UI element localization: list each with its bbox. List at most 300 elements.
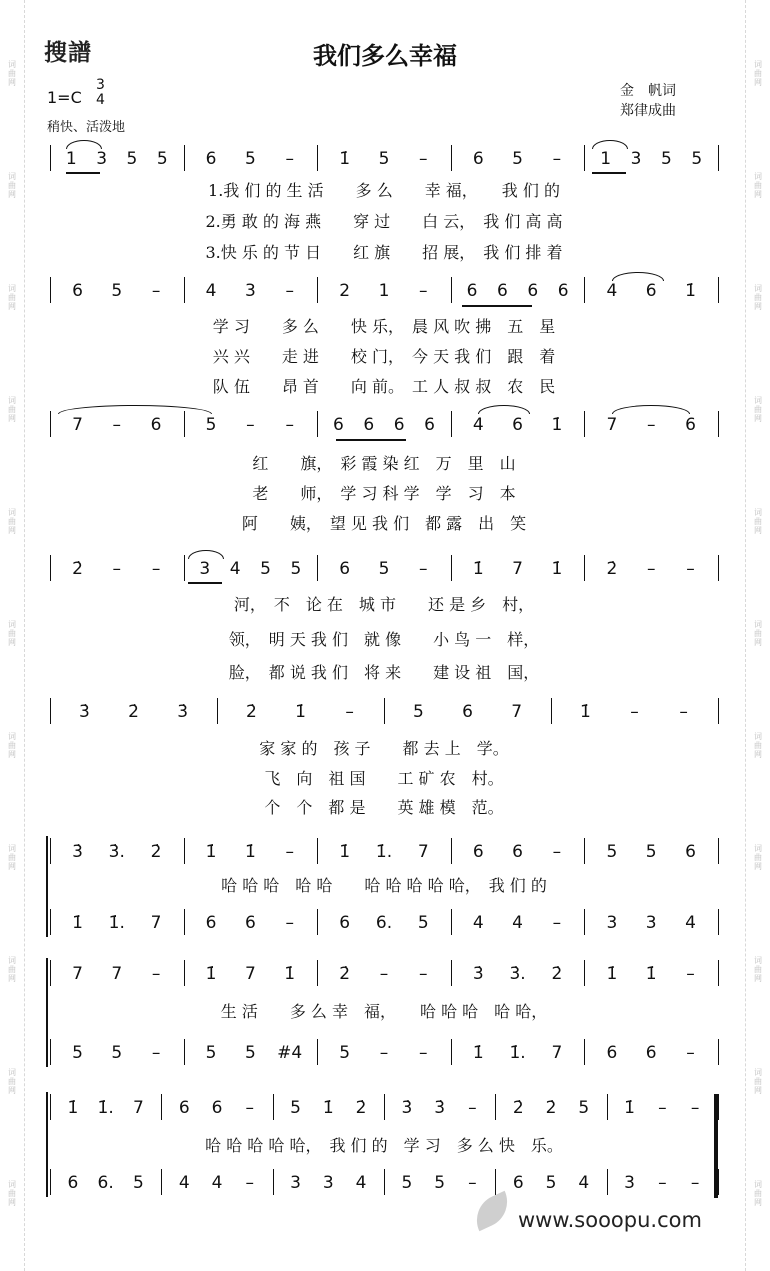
lyric-line: 学 习 多 么 快 乐， 晨 风 吹 拂 五 星 (212, 317, 556, 336)
beam-underline (462, 305, 532, 307)
barline (384, 1169, 385, 1195)
note: 3̇ (72, 842, 83, 862)
note: 1̇ (284, 964, 296, 984)
end-barline (718, 411, 719, 437)
note: 1̇. (108, 913, 125, 933)
end-barline (718, 1039, 719, 1065)
barline (317, 1039, 318, 1065)
barline (184, 1039, 185, 1065)
note: 4 (178, 1173, 190, 1193)
barline (451, 277, 452, 303)
note: 1̇ (295, 702, 306, 722)
time-sig-top: 3 (96, 77, 105, 93)
end-barline (718, 909, 719, 935)
note: – (552, 913, 562, 933)
lyric-line: 个 个 都 是 英 雄 模 范。 (264, 798, 504, 817)
note: – (112, 415, 122, 435)
note: 2̇ (355, 1098, 367, 1118)
end-barline (718, 960, 719, 986)
start-barline (50, 698, 51, 724)
barline (451, 909, 452, 935)
lyric-line: 1.我 们 的 生 活 多 么 幸 福， 我 们 的 (208, 181, 560, 200)
note: – (468, 1173, 477, 1193)
start-barline (50, 960, 51, 986)
note: 5 (290, 559, 302, 579)
barline (451, 555, 452, 581)
note: 3̇ (434, 1098, 446, 1118)
lyric-line: 生 活 多 么 幸 福， 哈 哈 哈 哈 哈， (220, 1002, 548, 1021)
note: – (285, 415, 294, 435)
note: 3̇. (108, 842, 125, 862)
system-bracket (46, 958, 48, 1067)
barline (273, 1094, 274, 1120)
note: 6 (472, 842, 484, 862)
watermark-text: 词 曲 网 (754, 956, 762, 983)
note: 4 (229, 559, 241, 579)
lyricist-credit: 金 帆词 (620, 83, 676, 99)
note: 6 (67, 1173, 79, 1193)
note: – (151, 964, 161, 984)
lyric-line: 领， 明 天 我 们 就 像 小 鸟 一 样， (228, 630, 540, 649)
watermark-text: 词 曲 网 (754, 172, 762, 199)
note: 7 (417, 842, 429, 862)
note: – (245, 1173, 254, 1193)
lyric-line: 兴 兴 走 进 校 门， 今 天 我 们 跟 着 (212, 347, 556, 366)
barline (184, 411, 185, 437)
note: 1 (600, 149, 612, 169)
note: 6. (375, 913, 393, 933)
note: 1̇ (205, 842, 217, 862)
note: 5 (378, 149, 390, 169)
note: 2̇ (150, 842, 162, 862)
note: 1̇ (339, 842, 351, 862)
barline (317, 145, 318, 171)
note: 6 (685, 842, 696, 862)
note: 6 (472, 149, 484, 169)
time-signature (96, 78, 105, 108)
note: 2̇ (72, 559, 83, 579)
note: 6 (150, 415, 162, 435)
start-barline (50, 1169, 51, 1195)
note: 7 (606, 415, 618, 435)
start-barline (50, 909, 51, 935)
end-barline (718, 277, 719, 303)
end-barline (718, 698, 719, 724)
note: 6 (333, 415, 344, 435)
note: 3 (290, 1173, 301, 1193)
note: 6. (97, 1173, 114, 1193)
barline (184, 960, 185, 986)
watermark-text: 词 曲 网 (8, 1068, 16, 1095)
watermark-text: 词 曲 网 (754, 60, 762, 87)
barline (384, 698, 385, 724)
site-url[interactable]: www.sooopu.com (518, 1208, 702, 1232)
barline (317, 555, 318, 581)
barline (551, 698, 552, 724)
note: 1̇. (509, 1043, 526, 1063)
watermark-text: 词 曲 网 (754, 1068, 762, 1095)
note: 5 (545, 1173, 557, 1193)
system-bracket (46, 1092, 48, 1197)
note: 1̇ (67, 1098, 79, 1118)
barline (184, 909, 185, 935)
barline (584, 838, 585, 864)
tie-mark (66, 140, 102, 149)
note: 2̇ (128, 702, 139, 722)
note: 5 (205, 415, 217, 435)
note: – (690, 1098, 700, 1118)
watermark-text: 词 曲 网 (8, 1180, 16, 1207)
note: 4 (472, 913, 484, 933)
note: 1̇ (244, 842, 256, 862)
key-signature: 1=C (47, 88, 82, 107)
barline (451, 1039, 452, 1065)
note: 3 (322, 1173, 334, 1193)
lyric-line: 2.勇 敢 的 海 燕 穿 过 白 云， 我 们 高 高 (205, 212, 563, 231)
note: 7 (511, 702, 523, 722)
note: 4 (211, 1173, 223, 1193)
start-barline (50, 838, 51, 864)
note: – (112, 559, 122, 579)
watermark-text: 词 曲 网 (8, 732, 16, 759)
note: 2̇ (551, 964, 563, 984)
note: 5 (72, 1043, 83, 1063)
barline (584, 1039, 585, 1065)
note: 6 (462, 702, 473, 722)
note: – (379, 964, 389, 984)
note: 6 (72, 281, 83, 301)
tie-mark (612, 405, 690, 414)
note: 5 (126, 149, 138, 169)
note: – (419, 1043, 428, 1063)
note: 6 (363, 415, 375, 435)
note: 3 (645, 913, 657, 933)
note: 5 (260, 559, 271, 579)
note: 5 (434, 1173, 446, 1193)
note: 1̇. (375, 842, 393, 862)
note: – (419, 149, 428, 169)
watermark-text: 词 曲 网 (754, 284, 762, 311)
lyric-line: 红 旗， 彩 霞 染 红 万 里 山 (252, 454, 516, 473)
note: – (245, 1098, 254, 1118)
watermark-text: 词 曲 网 (754, 732, 762, 759)
lyric-line: 家 家 的 孩 子 都 去 上 学。 (259, 739, 509, 758)
watermark-text: 词 曲 网 (754, 508, 762, 535)
note: 6 (527, 281, 539, 301)
beam-underline (592, 172, 626, 174)
barline (451, 411, 452, 437)
note: 6 (393, 415, 405, 435)
start-barline (50, 277, 51, 303)
watermark-text: 词 曲 网 (754, 1180, 762, 1207)
note: – (419, 559, 428, 579)
barline (317, 411, 318, 437)
note: 5 (156, 149, 168, 169)
note: 7 (72, 415, 83, 435)
note: 1̇ (579, 702, 591, 722)
note: 3 (624, 1173, 635, 1193)
note: 4 (606, 281, 618, 301)
system-bracket (46, 836, 48, 937)
note: 1̇ (606, 964, 618, 984)
note: 6 (512, 415, 524, 435)
note: 1̇ (205, 964, 217, 984)
note: 3̇. (509, 964, 526, 984)
lyric-line: 队 伍 昂 首 向 前。 工 人 叔 叔 农 民 (212, 377, 556, 396)
barline (607, 1169, 608, 1195)
beam-underline (336, 439, 406, 441)
note: 3 (96, 149, 108, 169)
note: 1̇ (645, 964, 657, 984)
start-barline (50, 555, 51, 581)
barline (384, 1094, 385, 1120)
note: 3 (199, 559, 211, 579)
note: – (658, 1173, 667, 1193)
note: 3 (244, 281, 256, 301)
note: 1̇ (339, 149, 351, 169)
barline (317, 960, 318, 986)
note: – (658, 1098, 667, 1118)
barline (451, 960, 452, 986)
note: 5 (339, 1043, 351, 1063)
end-barline (718, 555, 719, 581)
note: 2̇ (339, 964, 351, 984)
watermark-text: 词 曲 网 (8, 844, 16, 871)
note: 6 (496, 281, 508, 301)
barline (584, 555, 585, 581)
watermark-text: 词 曲 网 (8, 956, 16, 983)
note: 1 (65, 149, 77, 169)
barline (495, 1169, 496, 1195)
note: 7 (132, 1098, 144, 1118)
barline (161, 1094, 162, 1120)
note: 5 (578, 1098, 590, 1118)
composer-credit: 郑律成曲 (620, 103, 676, 119)
time-sig-bottom: 4 (96, 92, 105, 108)
note: 4 (512, 913, 524, 933)
note: 6 (645, 281, 657, 301)
tie-mark (592, 140, 628, 149)
note: 2̇ (512, 1098, 524, 1118)
barline (161, 1169, 162, 1195)
note: – (285, 281, 294, 301)
start-barline (50, 411, 51, 437)
barline (317, 909, 318, 935)
note: 6 (178, 1098, 190, 1118)
right-watermark-strip (745, 0, 770, 1271)
barline (317, 838, 318, 864)
note: 1̇ (472, 1043, 484, 1063)
note: 7 (512, 559, 524, 579)
tempo-marking: 稍快、活泼地 (47, 120, 126, 135)
barline (184, 555, 185, 581)
note: 4 (205, 281, 217, 301)
note: – (379, 1043, 389, 1063)
tie-mark (612, 272, 664, 281)
end-barline (718, 1169, 719, 1195)
barline (184, 277, 185, 303)
note: 2̇ (545, 1098, 557, 1118)
note: 3 (606, 913, 618, 933)
song-title: 我们多么幸福 (313, 41, 457, 70)
note: – (690, 1173, 700, 1193)
note: 6 (512, 842, 524, 862)
note: 3̇ (401, 1098, 413, 1118)
note: – (419, 964, 428, 984)
leaf-logo-icon (468, 1191, 515, 1231)
watermark-text: 词 曲 网 (8, 396, 16, 423)
note: 1 (378, 281, 390, 301)
note: 6 (205, 913, 217, 933)
note: 5 (111, 1043, 123, 1063)
tie-mark (478, 405, 530, 414)
note: 2̇ (606, 559, 618, 579)
logo-text: 搜譜 (44, 40, 92, 66)
note: – (646, 415, 656, 435)
barline (451, 838, 452, 864)
note: 6 (606, 1043, 618, 1063)
note: 3̇ (78, 702, 90, 722)
note: 5 (417, 913, 429, 933)
note: 4 (472, 415, 484, 435)
barline (495, 1094, 496, 1120)
note: – (468, 1098, 477, 1118)
note: 5 (205, 1043, 217, 1063)
note: – (285, 149, 294, 169)
note: 3 (630, 149, 642, 169)
lyric-line: 3.快 乐 的 节 日 红 旗 招 展， 我 们 排 着 (205, 243, 563, 262)
note: – (419, 281, 428, 301)
note: 1̇ (685, 281, 696, 301)
watermark-text: 词 曲 网 (8, 172, 16, 199)
beam-underline (188, 582, 222, 584)
note: 7 (244, 964, 256, 984)
note: 6 (205, 149, 217, 169)
note: 2 (339, 281, 351, 301)
note: – (151, 281, 161, 301)
watermark-text: 词 曲 网 (8, 620, 16, 647)
note: 1̇ (624, 1098, 635, 1118)
start-barline (50, 1039, 51, 1065)
barline (584, 411, 585, 437)
note: – (552, 842, 562, 862)
tie-mark (188, 550, 224, 559)
note: 4 (685, 913, 696, 933)
note: – (646, 559, 656, 579)
lyric-line: 哈 哈 哈 哈 哈 哈 哈 哈 哈 哈， 我 们 的 (221, 876, 547, 895)
start-barline (50, 1094, 51, 1120)
note: 5 (111, 281, 123, 301)
start-barline (50, 145, 51, 171)
note: 6 (244, 913, 256, 933)
note: 1̇ (322, 1098, 334, 1118)
note: 2̇ (245, 702, 257, 722)
note: 5 (401, 1173, 413, 1193)
note: 5 (244, 1043, 256, 1063)
note: – (285, 842, 294, 862)
note: – (630, 702, 639, 722)
note: 7 (150, 913, 162, 933)
note: 5 (606, 842, 618, 862)
lyric-line: 哈 哈 哈 哈 哈， 我 们 的 学 习 多 么 快 乐。 (205, 1136, 563, 1155)
note: 5 (412, 702, 424, 722)
barline (584, 909, 585, 935)
barline (607, 1094, 608, 1120)
note: – (151, 1043, 161, 1063)
note: 7 (72, 964, 83, 984)
note: 5 (512, 149, 524, 169)
beam-underline (66, 172, 100, 174)
note: 1̇. (97, 1098, 114, 1118)
watermark-text: 词 曲 网 (754, 620, 762, 647)
barline (584, 960, 585, 986)
note: 5 (645, 842, 657, 862)
barline (273, 1169, 274, 1195)
note: – (686, 964, 695, 984)
barline (451, 145, 452, 171)
note: – (285, 913, 294, 933)
note: 5 (244, 149, 256, 169)
lyric-line: 脸， 都 说 我 们 将 来 建 设 祖 国， (228, 663, 540, 682)
note: – (686, 1043, 695, 1063)
note: 6 (339, 913, 351, 933)
lyric-line: 老 师， 学 习 科 学 学 习 本 (252, 484, 516, 503)
barline (184, 145, 185, 171)
barline (584, 277, 585, 303)
note: 6 (512, 1173, 524, 1193)
note: #4 (277, 1043, 303, 1063)
note: 7 (111, 964, 123, 984)
note: 3̇ (472, 964, 484, 984)
tie-mark (58, 405, 212, 414)
note: 6 (685, 415, 696, 435)
note: 6 (645, 1043, 657, 1063)
lyric-line: 河， 不 论 在 城 市 还 是 乡 村， (233, 595, 535, 614)
end-barline (718, 1094, 719, 1120)
note: 5 (660, 149, 672, 169)
barline (217, 698, 218, 724)
note: 4 (578, 1173, 590, 1193)
note: 5 (132, 1173, 144, 1193)
note: 6 (466, 281, 478, 301)
note: 6 (424, 415, 435, 435)
note: 1̇ (472, 559, 484, 579)
note: 6 (211, 1098, 223, 1118)
note: – (345, 702, 354, 722)
final-barline (714, 1094, 718, 1198)
note: 6 (557, 281, 569, 301)
note: – (246, 415, 255, 435)
note: 5 (290, 1098, 301, 1118)
note: 6 (339, 559, 351, 579)
note: 3̇ (177, 702, 189, 722)
note: 7 (551, 1043, 563, 1063)
watermark-text: 词 曲 网 (754, 396, 762, 423)
end-barline (718, 145, 719, 171)
note: – (679, 702, 688, 722)
note: 1̇ (72, 913, 83, 933)
barline (584, 145, 585, 171)
note: 1̇ (551, 415, 563, 435)
note: – (151, 559, 161, 579)
watermark-text: 词 曲 网 (8, 508, 16, 535)
watermark-text: 词 曲 网 (8, 60, 16, 87)
barline (184, 838, 185, 864)
note: 5 (378, 559, 390, 579)
left-watermark-strip (0, 0, 25, 1271)
watermark-text: 词 曲 网 (754, 844, 762, 871)
note: 1̇ (551, 559, 563, 579)
